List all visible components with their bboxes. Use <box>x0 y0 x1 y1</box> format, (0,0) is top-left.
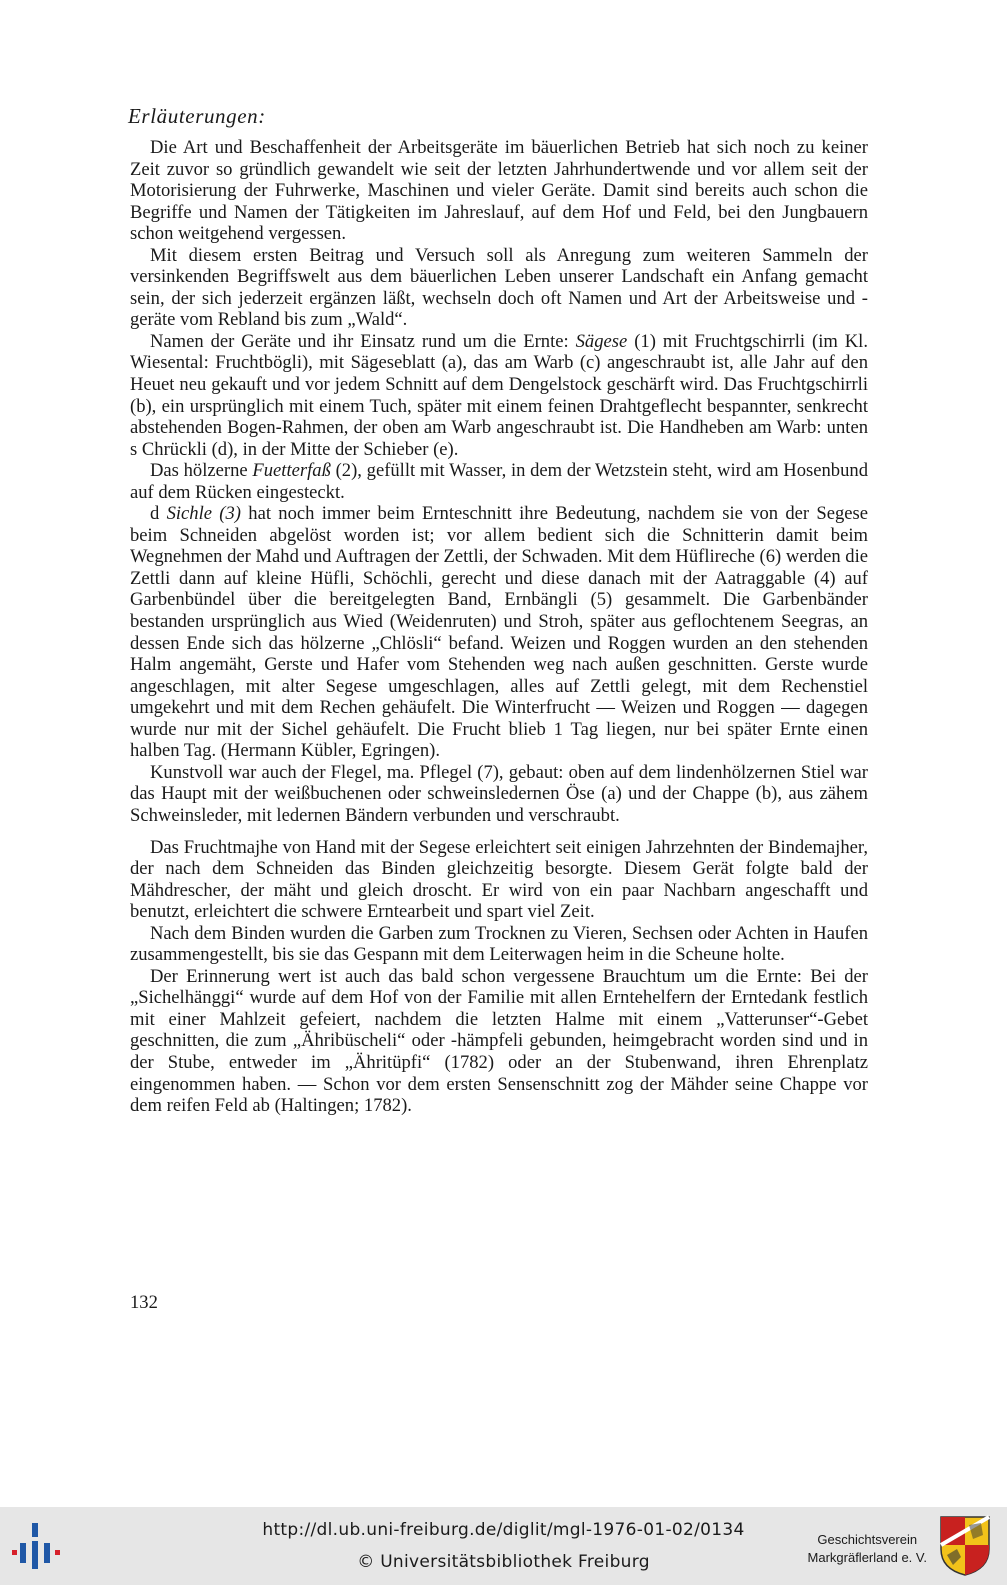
copyright-text: © Universitätsbibliothek Freiburg <box>357 1552 650 1572</box>
footer-bar <box>0 1507 1007 1585</box>
paragraph: Der Erinnerung wert ist auch das bald schon vergessene Brauchtum um die Ernte: Bei der „Sichelhänggi“ wurde auf dem Hof von der Familie mit allen Erntehelfern der Erntedank festlich mit einer Mahlzeit gefeiert, nachdem die letzten Halme mit einem „Vatterunser“-Gebet geschnitten, die zum „Ähribüscheli“ oder -hämpfeli gebunden, heimgebracht worden sind und in der Stube, entweder im „Ähritüpfi“ (1782) oder an der Stubenwand, ihren Ehrenplatz eingenommen haben. — Schon vor dem ersten Sensenschnitt zog der Mähder seine Chappe vor dem reifen Feld ab (Haltingen; 1782). <box>130 965 868 1117</box>
term: Sägese <box>575 330 628 352</box>
term: Sichle (3) <box>166 503 241 525</box>
paragraph: d Sichle (3) hat noch immer beim Ernteschnitt ihre Bedeutung, nachdem sie von der Segese beim Schneiden abgelöst worden ist; vor allem bedient sich die Schnitterin damit beim Wegnehmen der Mahd und Auftragen der Zettli, der Schwaden. Mit dem Hüflireche (6) werden die Zettli dann auf kleine Hüfli, Schöchli, gerecht und diese danach mit der Aatraggable (4) auf Garbenbündel über die bereitgelegten Band, Ernbängli (5) gesammelt. Die Garbenbänder bestanden ursprünglich aus Wied (Weidenruten) und Stroh, später aus geflochtenem Seegras, an dessen Ende sich das hölzerne „Chlösli“ befand. Weizen und Roggen wurden an den stehenden Halm angemäht, Gerste und Hafer vom Stehenden weg nach außen geschnitten. Gerste wurde angeschlagen, mit alter Segese umgeschlagen, alles auf Zettli gelegt, mit dem Rechenstiel umgekehrt und mit dem Rechen gehäufelt. Die Winterfrucht — Weizen und Roggen — dagegen wurde nur mit der Sichel gehäufelt. Die Frucht blieb 1 Tag liegen, nur bei später Ernte einen halben Tag. (Hermann Kübler, Egringen). <box>130 503 868 762</box>
page-number: 132 <box>130 1292 158 1313</box>
paragraph: Das hölzerne Fuetterfaß (2), gefüllt mit Wasser, in dem der Wetzstein steht, wird am Hosenbund auf dem Rücken eingesteckt. <box>130 460 868 503</box>
paragraph: Die Art und Beschaffenheit der Arbeitsgeräte im bäuerlichen Betrieb hat sich noch zu keiner Zeit zuvor so gründlich gewandelt wie seit der letzten Jahrhundertwende und vor allem seit der Motorisierung der Fuhrwerke, Maschinen und vieler Geräte. Damit sind bereits auch schon die Begriffe und Namen der Tätigkeiten im Jahreslauf, auf dem Hof und Feld, bei den Jungbauern schon weitgehend vergessen. <box>130 137 868 245</box>
paragraph: Kunstvoll war auch der Flegel, ma. Pflegel (7), gebaut: oben auf dem lindenhölzernen Stiel war das Haupt mit der weißbuchenen oder schweinsledernen Öse (a) und der Chappe (b), aus zähem Schweinsleder, mit ledernen Bändern verbunden und verschraubt. <box>130 761 868 826</box>
coat-of-arms-icon <box>939 1515 991 1577</box>
paragraph: Namen der Geräte und ihr Einsatz rund um die Ernte: Sägese (1) mit Fruchtgschirrli (im Kl. Wiesental: Fruchtbögli), mit Sägeseblatt (a), das am Warb (c) angeschraubt ist, alle Jahr auf den Heuet neu gekauft und vor jedem Schnitt auf dem Dengelstock geschärft wird. Das Fruchtgschirrli (b), ein ursprünglich mit einem Tuch, später mit einem feinen Drahtgeflecht bespannter, senkrecht abstehenden Bogen-Rahmen, der oben am Warb angeschraubt ist. Die Handheben am Warb: unten s Chrückli (d), in der Mitte der Schieber (e). <box>130 330 868 460</box>
section-heading: Erläuterungen: <box>128 104 266 128</box>
body-text <box>130 137 868 1117</box>
term: Fuetterfaß <box>252 460 331 482</box>
document-url[interactable]: http://dl.ub.uni-freiburg.de/diglit/mgl-1976-01-02/0134 <box>262 1520 745 1540</box>
paragraph: Das Fruchtmajhe von Hand mit der Segese erleichtert seit einigen Jahrzehnten der Bindemajher, der nach dem Schneiden das Binden gleichzeitig besorgte. Diesem Gerät folgte bald der Mähdrescher, der mäht und gleich droscht. Er wird von ein paar Nachbarn angeschafft und benutzt, erleichtert die schwere Erntearbeit und spart viel Zeit. <box>130 836 868 923</box>
paragraph: Mit diesem ersten Beitrag und Versuch soll als Anregung zum weiteren Sammeln der versinkenden Begriffswelt aus dem bäuerlichen Leben unserer Landschaft ein Anfang gemacht sein, der sich jederzeit ergänzen läßt, wechseln doch oft Namen und Art der Arbeitsweise und -geräte vom Rebland bis zum „Wald“. <box>130 244 868 331</box>
society-name: Geschichtsverein Markgräflerland e. V. <box>807 1532 927 1565</box>
paragraph: Nach dem Binden wurden die Garben zum Trocknen zu Vieren, Sechsen oder Achten in Haufen zusammengestellt, bis sie das Gespann mit dem Leiterwagen heim in die Scheune holte. <box>130 922 868 966</box>
